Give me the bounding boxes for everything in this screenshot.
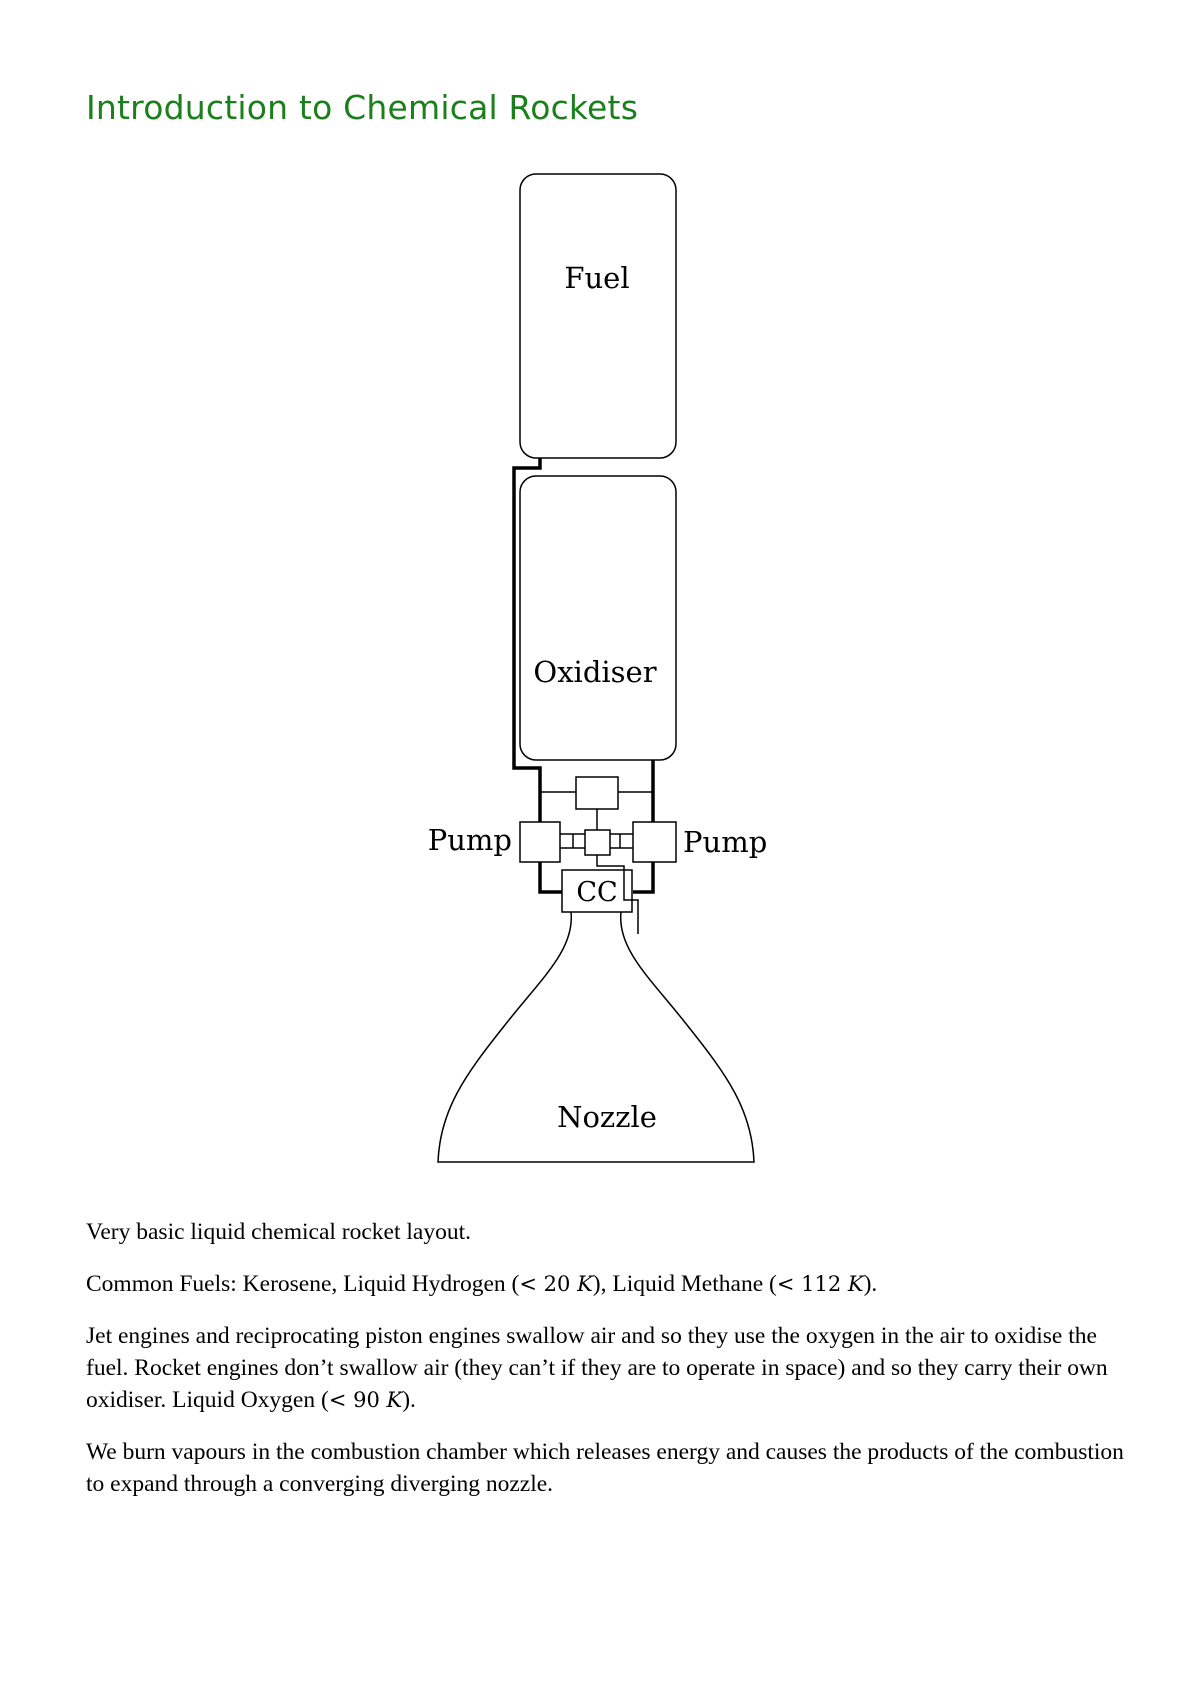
turbine-box — [576, 777, 618, 809]
fuel-tank — [520, 174, 676, 458]
oxidiser-label: Oxidiser — [533, 655, 657, 689]
fuels-mid-text: ), Liquid Methane ( — [592, 1271, 777, 1297]
kelvin-unit: K — [577, 1272, 593, 1296]
oxygen-temperature — [329, 1388, 402, 1412]
oxygen-temperature-value: 90 — [353, 1388, 380, 1412]
less-than-symbol: < — [519, 1272, 544, 1296]
kelvin-unit: K — [386, 1388, 403, 1412]
gas-generator-box — [585, 830, 610, 855]
hydrogen-temperature-value: 20 — [543, 1272, 571, 1296]
right-pump-box — [633, 822, 676, 862]
oxidiser-tank — [520, 476, 676, 760]
left-pump-box — [520, 822, 560, 862]
oxidiser-end-text: ). — [402, 1387, 416, 1413]
methane-temperature-value: 112 — [801, 1272, 842, 1296]
left-pump-label: Pump — [427, 823, 512, 857]
body-text — [86, 1216, 1126, 1520]
methane-temperature — [777, 1272, 864, 1296]
fuel-to-cc-line — [540, 862, 562, 892]
less-than-symbol: < — [328, 1388, 354, 1412]
combustion-paragraph: We burn vapours in the combustion chamber which releases energy and causes the products of the combustion to expand through a converging diverging nozzle. — [86, 1439, 1124, 1497]
oxidiser-text: Jet engines and reciprocating piston engines swallow air and so they use the oxygen in the air to oxidise the fuel. Rocket engines don’t swallow air (they can’t if they are to operate in space) and so they carry their own oxidiser. Liquid Oxygen ( — [86, 1323, 1108, 1413]
kelvin-unit: K — [847, 1272, 864, 1296]
fuel-feed-line — [514, 458, 540, 822]
page-title: Introduction to Chemical Rockets — [86, 88, 639, 127]
nozzle-label: Nozzle — [557, 1100, 657, 1134]
fuel-label: Fuel — [564, 261, 630, 295]
oxidiser-paragraph — [86, 1320, 1126, 1416]
diagram-caption: Very basic liquid chemical rocket layout. — [86, 1219, 472, 1245]
combustion-chamber-label: CC — [576, 877, 618, 908]
hydrogen-temperature — [519, 1272, 592, 1296]
fuels-intro-text: Common Fuels: Kerosene, Liquid Hydrogen ( — [86, 1271, 520, 1297]
fuels-end-text: ). — [863, 1271, 878, 1297]
less-than-symbol: < — [776, 1272, 802, 1296]
common-fuels-paragraph — [86, 1268, 1126, 1300]
right-pump-label: Pump — [683, 825, 768, 859]
oxidiser-to-cc-line — [633, 862, 653, 892]
